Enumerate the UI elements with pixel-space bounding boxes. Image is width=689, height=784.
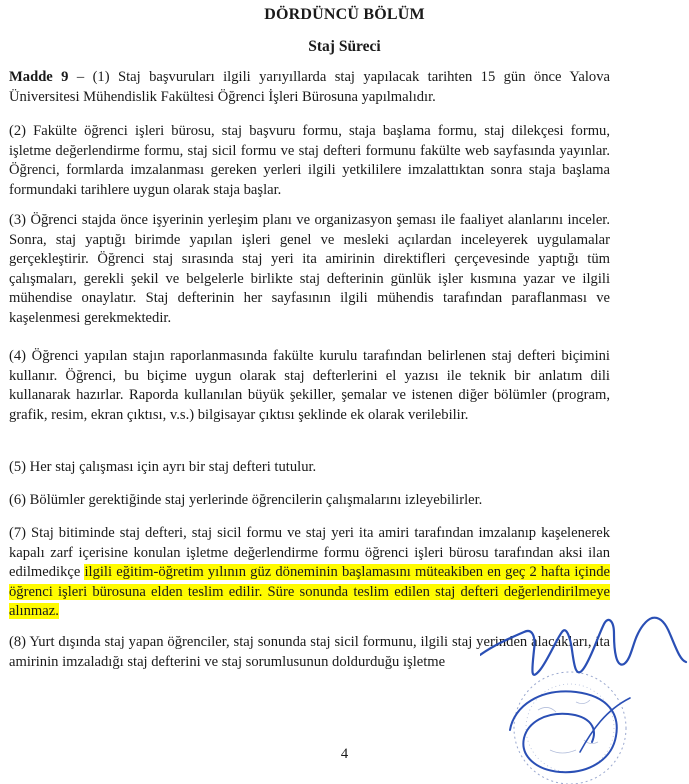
- section-title: Staj Süreci: [308, 38, 381, 55]
- signature-icon: [480, 618, 686, 772]
- paragraph-7-text: (7) Staj bitiminde staj defteri, staj sicil formu ve staj yeri ita amiri tarafından imzalanıp kaşelenerek kapalı zarf içerisine konulan işletme değerlendirme formu öğrenci işleri bürosu tarafından aksi ilan edilmedikçe: [9, 525, 610, 581]
- paragraph-4: (4) Öğrenci yapılan stajın raporlanmasında fakülte kurulu tarafından belirlenen staj defteri biçimini kullanır. Öğrenci, bu biçime uygun olarak staj defterlerini el yazısı ile teknik bir anlatım dili kullanarak hazırlar. Raporda kullanılan büyük şekiller, şemalar ve istenen diğer bölümler (program, grafik, resim, ekran çıktısı, v.s.) bilgisayar çıktısı şeklinde ek olarak verilebilir.: [9, 348, 610, 423]
- paragraph-5: (5) Her staj çalışması için ayrı bir staj defteri tutulur.: [9, 459, 317, 475]
- paragraph-6: (6) Bölümler gerektiğinde staj yerlerinde öğrencilerin çalışmalarını izleyebilirler.: [9, 492, 483, 508]
- page-number: 4: [340, 746, 349, 762]
- stamp-icon: [514, 672, 626, 784]
- signature-stamp-area: [480, 610, 689, 784]
- paragraph-7: [9, 524, 610, 622]
- paragraph-1-text: – (1) Staj başvuruları ilgili yarıyıllarda staj yapılacak tarihten 15 gün önce Yalova Üniversitesi Mühendislik Fakültesi Öğrenci İşleri Bürosuna yapılmalıdır.: [9, 69, 610, 105]
- paragraph-8: (8) Yurt dışında staj yapan öğrenciler, staj sonunda staj sicil formunu, ilgili staj yerinden alacakları, ita amirinin imzaladığı staj defterini ve staj sorumlusunun doldurduğu işletme: [9, 634, 610, 670]
- chapter-title: DÖRDÜNCÜ BÖLÜM: [264, 6, 425, 23]
- paragraph-3: (3) Öğrenci stajda önce işyerinin yerleşim planı ve organizasyon şeması ile faaliyet alanlarını inceler. Sonra, staj yaptığı birimde yapılan işleri genel ve mesleki açılardan inceleyerek uygulamalar gerçekleştirir. Öğrenci staj sırasında staj yeri ita amirinin direktifleri çerçevesinde yaptığı tüm çalışmaları, gerekli şekil ve belgelerle birlikte staj defterinin günlük işler kısmına yazar ve ilgili mühendise onaylatır. Staj defterinin her sayfasının ilgili mühendis tarafından paraflanması ve kaşelenmesi gerekmektedir.: [9, 212, 610, 326]
- paragraph-1: [9, 68, 610, 107]
- highlighted-text: ilgili eğitim-öğretim yılının güz döneminin başlamasını müteakiben en geç 2 hafta içinde öğrenci işleri bürosuna elden teslim edilir. Süre sonunda teslim edilen staj defteri değerlendirilmeye alınmaz.: [9, 564, 610, 620]
- paragraph-2: (2) Fakülte öğrenci işleri bürosu, staj başvuru formu, staja başlama formu, staj dilekçesi formu, işletme değerlendirme formu, staj sicil formu ve staj defteri formunu fakülte web sayfasında yayınlar. Öğrenci, formlarda imzalanması gereken yerleri ilgili yetkililere imzalattıktan sonra staja başlama formundaki tarihlere uygun olarak staja başlar.: [9, 123, 610, 198]
- article-label: Madde 9: [9, 69, 69, 85]
